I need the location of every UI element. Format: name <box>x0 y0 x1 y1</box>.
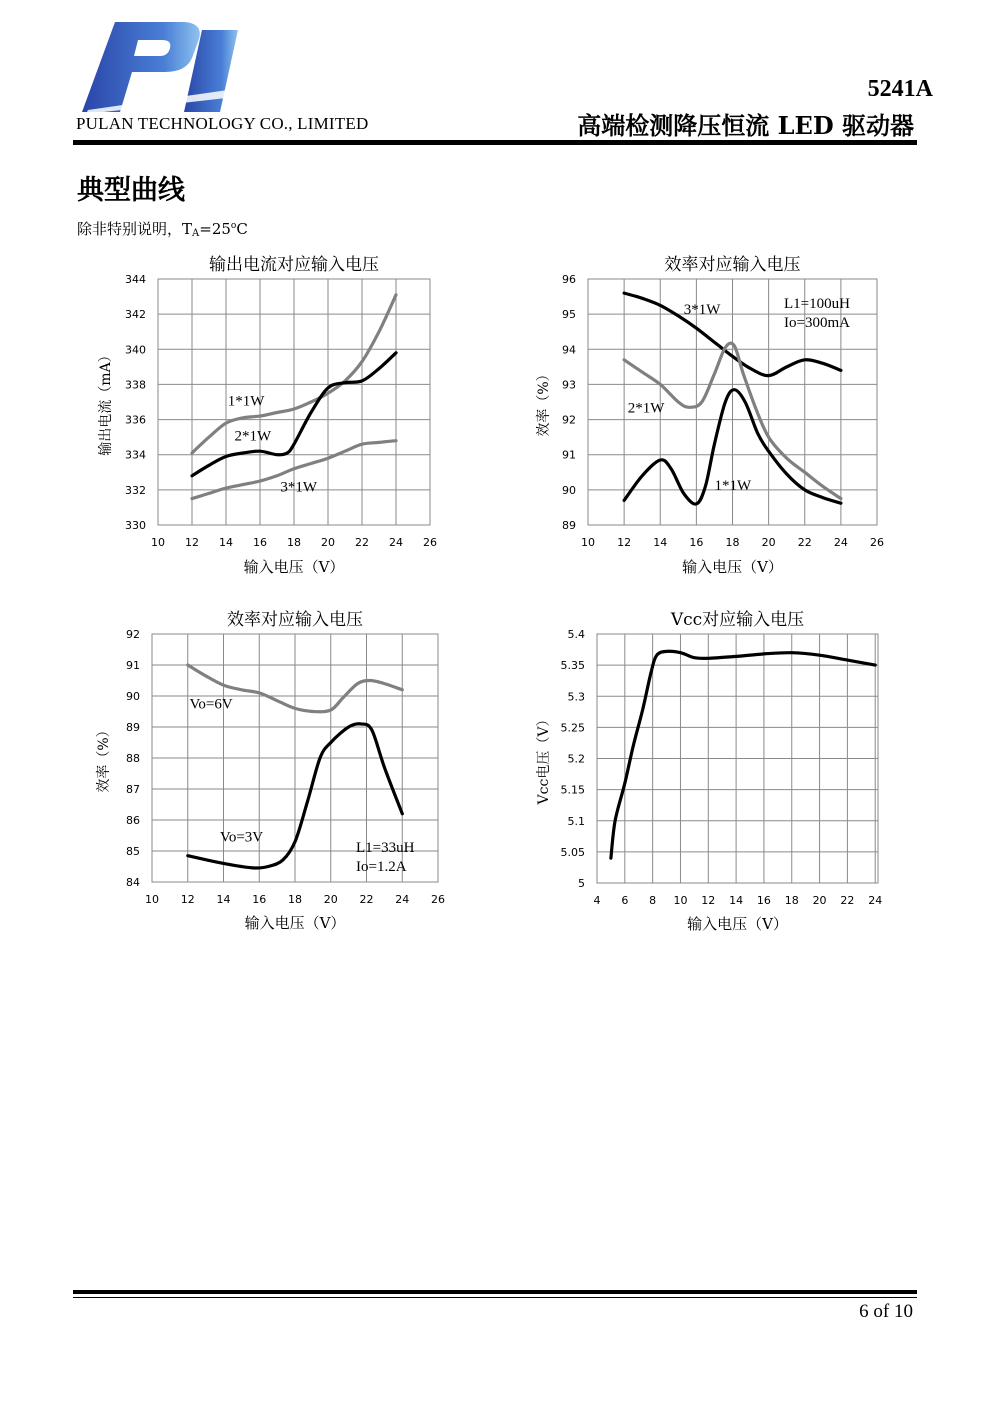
x-axis-label: 输入电压（V） <box>687 915 788 933</box>
y-tick-label: 5.25 <box>560 721 585 735</box>
footer-rule <box>73 1290 917 1294</box>
x-tick-label: 26 <box>870 536 884 549</box>
x-tick-label: 8 <box>649 894 657 907</box>
x-tick-label: 26 <box>431 893 445 906</box>
document-title: 高端检测降压恒流 LED 驱动器 <box>577 111 914 140</box>
y-tick-label: 336 <box>125 413 146 427</box>
test-condition: 除非特别说明，$T_A=25^oC$ <box>77 220 248 239</box>
x-tick-label: 16 <box>689 536 704 549</box>
x-axis-label: 输入电压（V） <box>244 914 346 932</box>
y-tick-label: 330 <box>125 519 146 532</box>
x-tick-label: 10 <box>151 536 165 549</box>
x-tick-label: 22 <box>797 536 812 549</box>
x-tick-label: 18 <box>287 536 301 549</box>
y-tick-label: 90 <box>126 690 140 703</box>
chart-annotation: Io=300mA <box>784 315 850 331</box>
x-tick-label: 16 <box>756 894 771 907</box>
y-tick-label: 91 <box>562 448 576 462</box>
y-tick-label: 5.05 <box>560 845 585 859</box>
x-tick-label: 20 <box>812 894 827 907</box>
y-tick-label: 5.4 <box>567 628 585 641</box>
y-tick-label: 89 <box>562 519 576 532</box>
y-tick-label: 5.35 <box>560 659 585 673</box>
x-tick-label: 18 <box>288 893 302 906</box>
series-label: 3*1W <box>280 479 318 496</box>
y-tick-label: 5.15 <box>560 783 585 797</box>
x-tick-label: 20 <box>321 536 335 549</box>
y-tick-label: 338 <box>125 378 146 392</box>
x-tick-label: 20 <box>323 893 338 906</box>
y-tick-label: 95 <box>562 308 576 322</box>
y-tick-label: 88 <box>126 752 140 765</box>
x-tick-label: 14 <box>216 893 231 906</box>
y-tick-label: 344 <box>125 273 146 286</box>
x-tick-label: 12 <box>617 536 632 549</box>
chart-title: 效率对应输入电压 <box>664 255 801 275</box>
series-label: Vo=3V <box>219 829 264 846</box>
y-tick-label: 90 <box>562 483 576 497</box>
y-tick-label: 5.1 <box>567 814 585 828</box>
x-tick-label: 20 <box>761 536 776 549</box>
y-tick-label: 92 <box>126 628 140 641</box>
x-axis-label: 输入电压（V） <box>682 558 783 576</box>
series-label: 2*1W <box>627 400 665 417</box>
y-tick-label: 85 <box>126 845 140 858</box>
x-tick-label: 24 <box>833 536 848 549</box>
y-tick-label: 5.2 <box>567 752 585 766</box>
x-tick-label: 26 <box>423 536 437 549</box>
x-tick-label: 24 <box>389 536 403 549</box>
chart-annotation: L1=100uH <box>784 296 850 312</box>
section-title: 典型曲线 <box>77 175 185 206</box>
y-tick-label: 84 <box>126 876 140 889</box>
series-label: 2*1W <box>234 428 272 445</box>
y-axis-label: 效率（%） <box>536 367 552 437</box>
series-label: 1*1W <box>227 393 265 410</box>
y-tick-label: 94 <box>562 343 576 357</box>
series-label: Vo=6V <box>189 696 233 713</box>
x-tick-label: 10 <box>581 536 595 549</box>
y-tick-label: 89 <box>126 721 140 734</box>
x-tick-label: 22 <box>355 536 369 549</box>
y-tick-label: 91 <box>126 659 140 672</box>
y-tick-label: 86 <box>126 814 140 827</box>
y-tick-label: 93 <box>562 378 576 392</box>
y-tick-label: 342 <box>125 308 146 322</box>
x-axis-label: 输入电压（V） <box>243 558 345 576</box>
y-axis-label: 效率（%） <box>96 723 112 793</box>
y-tick-label: 5.3 <box>567 690 585 704</box>
x-tick-label: 14 <box>729 894 744 907</box>
x-tick-label: 12 <box>180 893 195 906</box>
y-tick-label: 92 <box>562 413 576 427</box>
x-tick-label: 4 <box>593 894 601 907</box>
footer-rule-thin <box>73 1297 917 1298</box>
chart-title: 输出电流对应输入电压 <box>209 255 379 275</box>
x-tick-label: 10 <box>673 894 688 907</box>
x-tick-label: 10 <box>145 893 159 906</box>
y-tick-label: 334 <box>125 448 146 462</box>
y-axis-label: Vcc电压（V） <box>536 712 552 805</box>
x-tick-label: 14 <box>653 536 668 549</box>
page-number: 6 of 10 <box>859 1301 913 1322</box>
chart-title: 效率对应输入电压 <box>227 610 363 630</box>
x-tick-label: 18 <box>725 536 740 549</box>
x-tick-label: 24 <box>395 893 410 906</box>
y-tick-label: 340 <box>125 343 146 357</box>
model-number: 5241A <box>867 76 933 102</box>
x-tick-label: 14 <box>219 536 233 549</box>
chart-annotation: L1=33uH <box>356 840 415 856</box>
chart-annotation: Io=1.2A <box>356 859 407 875</box>
y-tick-label: 5 <box>578 877 585 890</box>
x-tick-label: 18 <box>784 894 799 907</box>
chart-title: Vcc对应输入电压 <box>670 610 805 630</box>
x-tick-label: 12 <box>185 536 199 549</box>
x-tick-label: 22 <box>359 893 374 906</box>
y-tick-label: 87 <box>126 783 140 796</box>
series-label: 3*1W <box>683 302 721 319</box>
x-tick-label: 22 <box>840 894 855 907</box>
series-line <box>611 651 875 858</box>
y-axis-label: 输出电流（mA） <box>98 348 114 456</box>
x-tick-label: 24 <box>868 894 883 907</box>
series-label: 1*1W <box>714 477 752 494</box>
x-tick-label: 12 <box>701 894 716 907</box>
x-tick-label: 16 <box>252 893 267 906</box>
y-tick-label: 332 <box>125 483 146 497</box>
y-tick-label: 96 <box>562 273 576 286</box>
company-name: PULAN TECHNOLOGY CO., LIMITED <box>76 114 369 133</box>
x-tick-label: 16 <box>253 536 267 549</box>
x-tick-label: 6 <box>621 894 629 907</box>
